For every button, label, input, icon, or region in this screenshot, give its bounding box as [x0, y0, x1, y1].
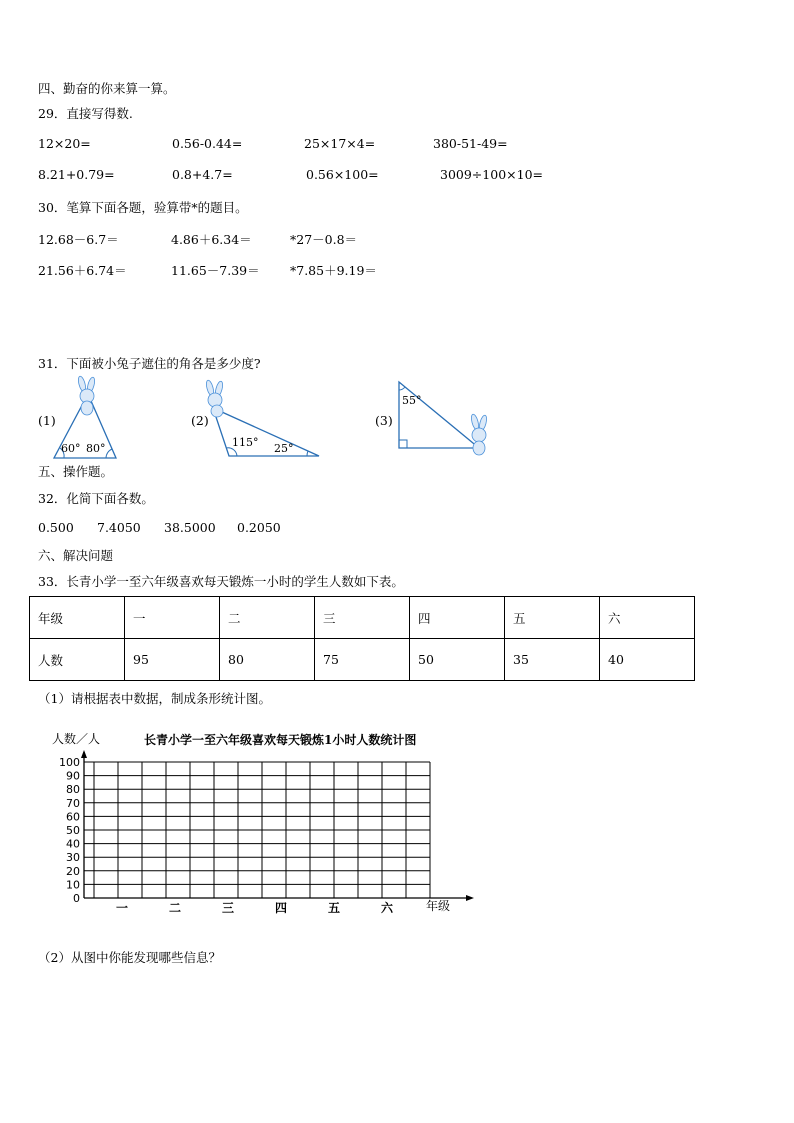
q33-title: 33．长青小学一至六年级喜欢每天锻炼一小时的学生人数如下表。: [38, 574, 404, 589]
q30-item: 11.65－7.39＝: [171, 263, 260, 278]
grade-cell: 一: [125, 597, 220, 639]
fig3-triangle: [395, 378, 490, 460]
grade-cell: 二: [220, 597, 315, 639]
q30-item: *27－0.8＝: [290, 232, 358, 247]
count-cell: 75: [315, 639, 410, 681]
rabbit-icon: [470, 413, 488, 455]
table-row: [30, 639, 695, 681]
y-tick-label: 10: [66, 878, 80, 892]
y-tick-label: 0: [73, 892, 80, 905]
fig2-label: (2): [191, 413, 209, 428]
q32-number: 7.4050: [97, 520, 141, 535]
q29-item: 3009÷100×10=: [440, 167, 543, 182]
fig3-label: (3): [375, 413, 393, 428]
section4-heading: 四、勤奋的你来算一算。: [38, 81, 176, 96]
q33-sub2: （2）从图中你能发现哪些信息？: [38, 950, 221, 965]
x-tick-label: 四: [274, 901, 288, 915]
x-tick-label: 三: [221, 901, 235, 915]
x-tick-label: 五: [327, 901, 341, 915]
q30-title: 30．笔算下面各题，验算带*的题目。: [38, 200, 248, 215]
y-tick-label: 70: [66, 796, 80, 810]
fig2-angle-a: 115°: [232, 436, 259, 449]
q30-item: *7.85＋9.19＝: [290, 263, 377, 278]
fig2-triangle: [203, 380, 323, 460]
q32-number: 0.500: [38, 520, 74, 535]
grade-table: [29, 596, 695, 681]
y-axis-ticks: [59, 756, 80, 905]
y-tick-label: 100: [59, 756, 80, 769]
q29-item: 0.56×100=: [306, 167, 379, 182]
count-cell: 50: [410, 639, 505, 681]
count-cell: 40: [600, 639, 695, 681]
chart-title: 长青小学一至六年级喜欢每天锻炼1小时人数统计图: [144, 733, 417, 747]
grade-cell: 六: [600, 597, 695, 639]
y-tick-label: 90: [66, 769, 80, 783]
q30-item: 12.68－6.7＝: [38, 232, 119, 247]
x-tick-label: 一: [115, 901, 129, 915]
fig1-angle-b: 80°: [86, 442, 106, 455]
section5-heading: 五、操作题。: [38, 464, 114, 479]
q29-item: 0.56-0.44=: [172, 136, 243, 151]
x-axis-ticks: [116, 900, 394, 915]
chart-gridlines: [81, 750, 474, 901]
count-cell: 80: [220, 639, 315, 681]
count-cell: 35: [505, 639, 600, 681]
grade-cell: 三: [315, 597, 410, 639]
fig1-angle-a: 60°: [61, 442, 81, 455]
q29-item: 12×20=: [38, 136, 91, 151]
q29-item: 380-51-49=: [433, 136, 508, 151]
fig3-angle-a: 55°: [402, 394, 422, 407]
q31-title: 31．下面被小兔子遮住的角各是多少度?: [38, 356, 261, 371]
y-tick-label: 30: [66, 851, 80, 865]
q32-number: 0.2050: [237, 520, 281, 535]
y-tick-label: 80: [66, 783, 80, 797]
rabbit-icon: [205, 379, 224, 417]
table-row: [30, 597, 695, 639]
q29-title: 29．直接写得数.: [38, 106, 133, 121]
q32-title: 32．化简下面各数。: [38, 491, 154, 506]
grade-cell: 四: [410, 597, 505, 639]
y-axis-arrow: [81, 750, 87, 758]
q30-item: 21.56＋6.74＝: [38, 263, 127, 278]
fig2-angle-b: 25°: [274, 442, 294, 455]
bar-chart-grid: [40, 750, 490, 920]
chart-ylabel: 人数／人: [52, 732, 101, 746]
y-tick-label: 60: [66, 810, 80, 824]
grade-cell: 五: [505, 597, 600, 639]
x-axis-arrow: [466, 895, 474, 901]
q29-item: 0.8+4.7=: [172, 167, 233, 182]
count-cell: 95: [125, 639, 220, 681]
row-header-count: 人数: [30, 639, 125, 681]
q29-item: 8.21+0.79=: [38, 167, 115, 182]
section6-heading: 六、解决问题: [38, 548, 114, 563]
q30-item: 4.86＋6.34＝: [171, 232, 252, 247]
row-header-grade: 年级: [30, 597, 125, 639]
y-tick-label: 40: [66, 837, 80, 851]
x-tick-label: 二: [168, 901, 182, 915]
fig1-label: (1): [38, 413, 56, 428]
y-tick-label: 50: [66, 824, 80, 837]
x-tick-label: 六: [380, 901, 394, 915]
chart-xlabel: 年级: [426, 899, 451, 913]
y-tick-label: 20: [66, 864, 80, 878]
q32-number: 38.5000: [164, 520, 216, 535]
q29-item: 25×17×4=: [304, 136, 376, 151]
q33-sub1: （1）请根据表中数据，制成条形统计图。: [38, 691, 271, 706]
